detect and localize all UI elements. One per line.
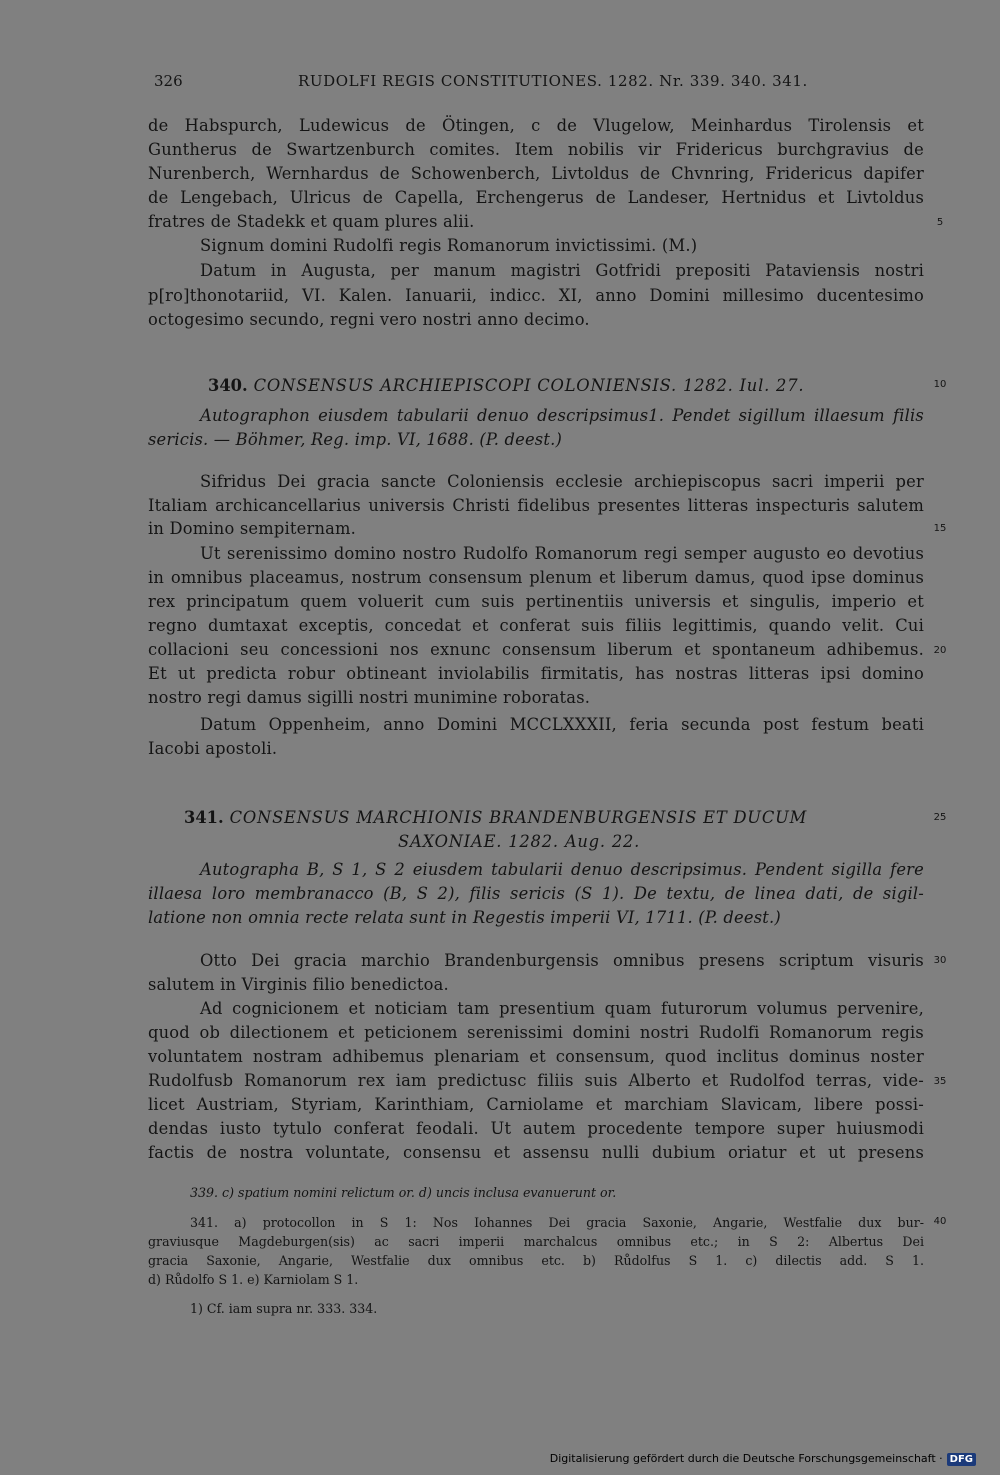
doc341-body-line: Otto Dei gracia marchio Brandenburgensis omnibus presens scriptum visuris	[200, 951, 924, 970]
doc341-body-line: licet Austriam, Styriam, Karinthiam, Carniolame et marchiam Slavicam, libere possi-	[148, 1095, 924, 1114]
doc341-body-line: voluntatem nostram adhibemus plenariam et consensum, quod inclitus dominus noster	[148, 1047, 924, 1066]
credit-text: Digitalisierung gefördert durch die Deutsche Forschungsgemeinschaft ·	[549, 1452, 943, 1465]
margin-line-number: 20	[933, 645, 947, 656]
doc340-body-line: rex principatum quem voluerit cum suis pertinentiis universis et singulis, imperio et	[148, 592, 924, 611]
margin-line-number: 5	[936, 217, 944, 228]
doc340-source-line: Autographon eiusdem tabularii denuo descripsimus1. Pendet sigillum illaesum filis	[200, 406, 924, 425]
doc341-source-line: latione non omnia recte relata sunt in Regestis imperii VI, 1711. (P. deest.)	[148, 908, 781, 927]
doc340-body-line: Ut serenissimo domino nostro Rudolfo Romanorum regi semper augusto eo devotius	[200, 544, 924, 563]
doc339-datum-line: Datum in Augusta, per manum magistri Gotfridi prepositi Pataviensis nostri	[200, 261, 924, 280]
doc340-body-line: in omnibus placeamus, nostrum consensum plenum et liberum damus, quod ipse dominus	[148, 568, 924, 587]
footnote-1: 1) Cf. iam supra nr. 333. 334.	[190, 1301, 378, 1316]
doc339-line: de Habspurch, Ludewicus de Ötingen, c de Vlugelow, Meinhardus Tirolensis et	[148, 116, 924, 135]
doc340-body-line: collacioni seu concessioni nos exnunc consensum liberum et spontaneum adhibemus.	[148, 640, 924, 659]
margin-line-number: 40	[933, 1216, 947, 1227]
doc340-body-line: Sifridus Dei gracia sancte Coloniensis ecclesie archiepiscopus sacri imperii per	[200, 472, 924, 491]
margin-line-number: 10	[933, 379, 947, 390]
doc341-body-line: Rudolfusb Romanorum rex iam predictusc filiis suis Alberto et Rudolfod terras, vide-	[148, 1071, 924, 1090]
doc339-datum-line: p[ro]thonotariid, VI. Kalen. Ianuarii, indicc. XI, anno Domini millesimo ducentesimo	[148, 286, 924, 305]
doc339-line: de Lengebach, Ulricus de Capella, Erchengerus de Landeser, Hertnidus et Livtoldus	[148, 188, 924, 207]
doc340-datum-line: Datum Oppenheim, anno Domini MCCLXXXII, feria secunda post festum beati	[200, 715, 924, 734]
doc340-body-line: in Domino sempiternam.	[148, 519, 357, 538]
doc341-source-line: illaesa loro membranacco (B, S 2), filis sericis (S 1). De textu, de linea dati, de sigil-	[148, 884, 924, 903]
doc341-body-line: factis de nostra voluntate, consensu et assensu nulli dubium oriatur et ut presens	[148, 1143, 924, 1162]
footnote-341-line: d) Růdolfo S 1. e) Karniolam S 1.	[148, 1272, 359, 1287]
doc341-body-line: Ad cognicionem et noticiam tam presentium quam futurorum volumus pervenire,	[200, 999, 924, 1018]
footnote-341-line: graviusque Magdeburgen(sis) ac sacri imperii marchalcus omnibus etc.; in S 2: Albertus Dei	[148, 1234, 924, 1249]
doc341-body-line: dendas iusto tytulo conferat feodali. Ut autem procedente tempore super huiusmodi	[148, 1119, 924, 1138]
doc340-body-line: regno dumtaxat exceptis, concedat et conferat suis filiis legittimis, quando velit. Cui	[148, 616, 924, 635]
doc341-number: 341.	[184, 808, 224, 827]
footnote-339: 339. c) spatium nomini relictum or. d) uncis inclusa evanuerunt or.	[190, 1185, 617, 1200]
doc341-body-line: quod ob dilectionem et peticionem serenissimi domini nostri Rudolfi Romanorum regis	[148, 1023, 924, 1042]
doc341-heading	[184, 806, 807, 830]
margin-line-number: 30	[933, 955, 947, 966]
doc340-datum-line: Iacobi apostoli.	[148, 739, 278, 758]
digitization-credit	[550, 1452, 976, 1466]
doc341-title-line2: SAXONIAE. 1282. Aug. 22.	[398, 832, 641, 851]
doc340-heading	[208, 374, 804, 398]
doc340-body-line: Et ut predicta robur obtineant inviolabilis firmitatis, has nostras litteras ipsi domino	[148, 664, 924, 683]
margin-line-number: 25	[933, 812, 947, 823]
doc341-source-line: Autographa B, S 1, S 2 eiusdem tabularii denuo descripsimus. Pendent sigilla fere	[200, 860, 924, 879]
running-title: RUDOLFI REGIS CONSTITUTIONES. 1282. Nr. 339. 340. 341.	[298, 72, 808, 90]
doc340-body-line: nostro regi damus sigilli nostri munimine roboratas.	[148, 688, 591, 707]
footnote-341-line: 341. a) protocollon in S 1: Nos Iohannes Dei gracia Saxonie, Angarie, Westfalie dux bur-	[190, 1215, 924, 1230]
doc339-signum: Signum domini Rudolfi regis Romanorum invictissimi. (M.)	[200, 236, 698, 255]
doc341-body-line: salutem in Virginis filio benedictoa.	[148, 975, 449, 994]
doc339-line: Guntherus de Swartzenburch comites. Item nobilis vir Fridericus burchgravius de	[148, 140, 924, 159]
doc339-line: Nurenberch, Wernhardus de Schowenberch, Livtoldus de Chvnring, Fridericus dapifer	[148, 164, 924, 183]
doc340-title: CONSENSUS ARCHIEPISCOPI COLONIENSIS. 1282. Iul. 27.	[253, 376, 805, 395]
doc339-datum-line: octogesimo secundo, regni vero nostri anno decimo.	[148, 310, 590, 329]
margin-line-number: 15	[933, 523, 947, 534]
dfg-logo: DFG	[947, 1453, 976, 1466]
page-number: 326	[154, 72, 183, 90]
margin-line-number: 35	[933, 1076, 947, 1087]
doc340-source-line: sericis. — Böhmer, Reg. imp. VI, 1688. (P. deest.)	[148, 430, 563, 449]
doc340-body-line: Italiam archicancellarius universis Christi fidelibus presentes litteras inspecturis salutem	[148, 496, 924, 515]
doc340-number: 340.	[208, 376, 248, 395]
doc339-line: fratres de Stadekk et quam plures alii.	[148, 212, 475, 231]
footnote-341-line: gracia Saxonie, Angarie, Westfalie dux omnibus etc. b) Růdolfus S 1. c) dilectis add. S 1.	[148, 1253, 924, 1268]
doc341-title-line1: CONSENSUS MARCHIONIS BRANDENBURGENSIS ET DUCUM	[229, 808, 808, 827]
